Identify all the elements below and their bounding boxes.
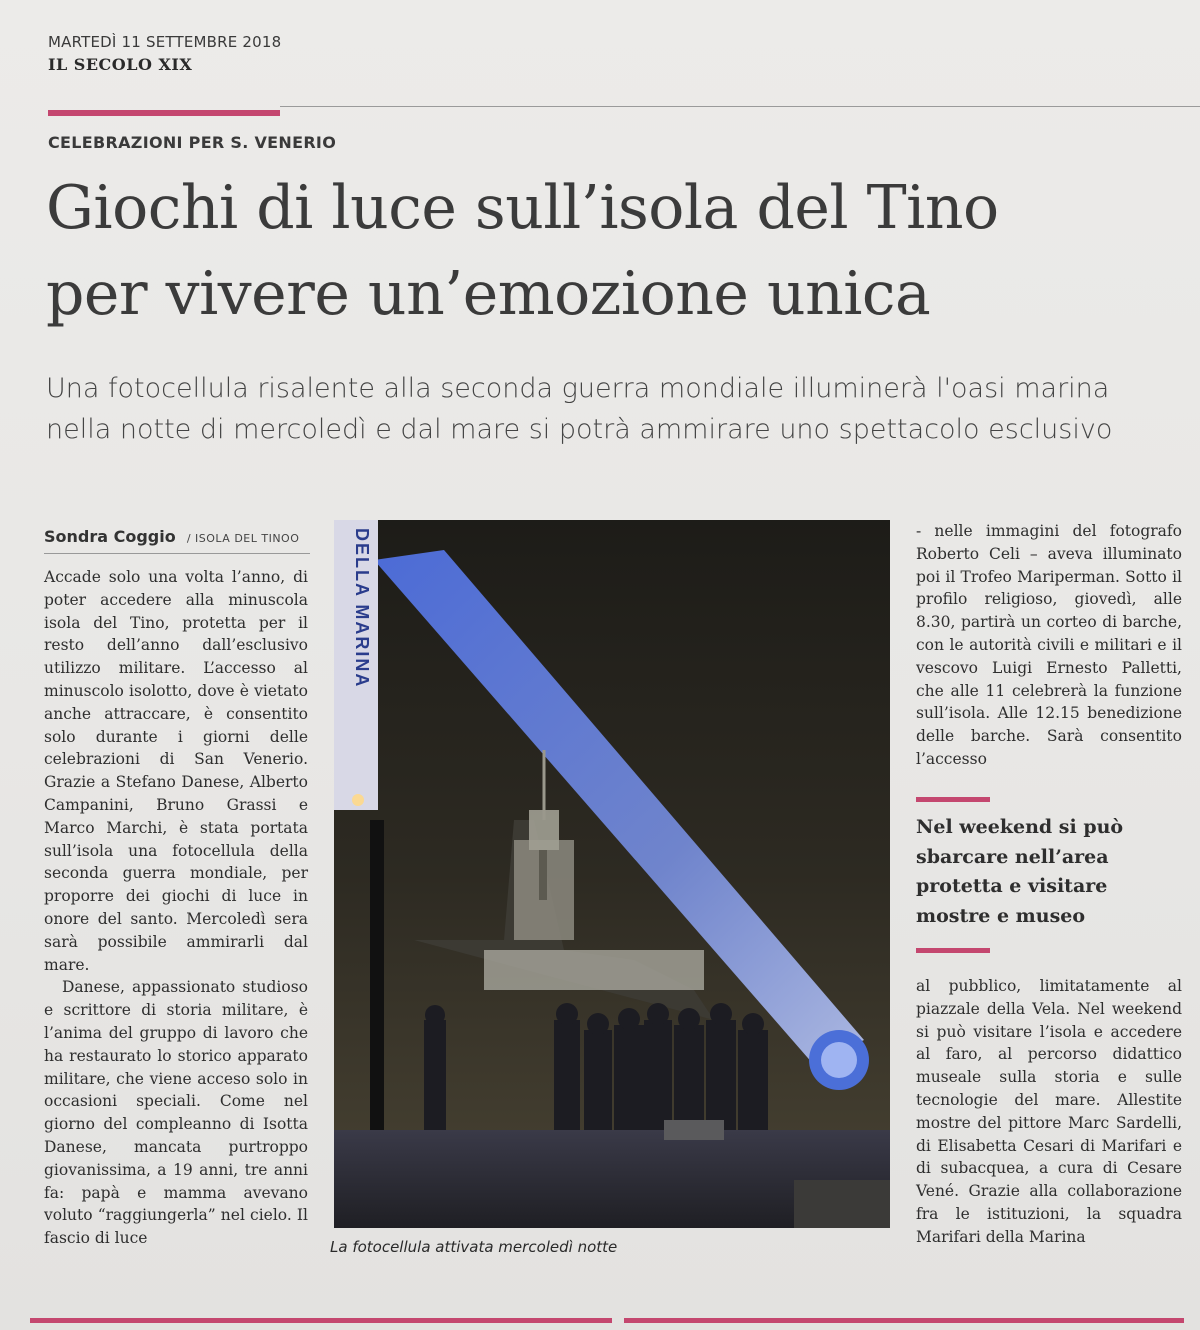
- byline: [44, 527, 299, 546]
- column-1: [44, 566, 308, 1250]
- pullquote: Nel weekend si può sbarcare nell’area protetta e visitare mostre e museo: [916, 816, 1124, 927]
- article-kicker: CELEBRAZIONI PER S. VENERIO: [48, 133, 337, 152]
- photo-caption: La fotocellula attivata mercoledì notte: [330, 1238, 618, 1256]
- subhead-line-1: Una fotocellula risalente alla seconda guerra mondiale illuminerà l'oasi marina: [46, 373, 1110, 404]
- author-name: Sondra Coggio: [44, 527, 176, 546]
- body-paragraph: Accade solo una volta l’anno, di poter accedere alla minuscola isola del Tino, protetta per il resto dell’anno dall’esclusivo utilizzo militare. L’accesso al minuscolo isolotto, dove è vietato anche attraccare, è consentito solo durante i giorni delle celebrazioni di San Venerio. Grazie a Stefano Danese, Alberto Campanini, Bruno Grassi e Marco Marchi, è stata portata sull’isola una fotocellula della seconda guerra mondiale, per proporre dei giochi di luce in onore del santo. Mercoledì sera sarà possibile ammirarli dal mare.: [44, 568, 308, 974]
- body-paragraph: - nelle immagini del fotografo Roberto Celi – aveva illuminato poi il Trofeo Mariperman. Sotto il profilo religioso, giovedì, alle 8.30, partirà un corteo di barche, con le autorità civili e militari e il vescovo Luigi Ernesto Palletti, che alle 11 celebrerà la funzione sull’isola. Alle 12.15 benedizione delle barche. Sarà consentito l’accesso: [916, 522, 1182, 768]
- headline-line-1: Giochi di luce sull’isola del Tino: [46, 173, 999, 243]
- dateline-location: / ISOLA DEL TINOO: [186, 532, 300, 545]
- body-paragraph: Danese, appassionato studioso e scrittore di storia militare, è l’anima del gruppo di lavoro che ha restaurato lo storico apparato militare, che viene acceso solo in occasioni speciali. Come nel giorno del compleanno di Isotta Danese, mancata purtroppo giovanissima, a 19 anni, tre anni fa: papà e mamma avevano voluto “raggiungerla” nel cielo. Il fascio di luce: [44, 978, 308, 1248]
- footer-accent-bar-left: [30, 1318, 612, 1323]
- header-rule: [280, 106, 1200, 107]
- body-paragraph: al pubblico, limitatamente al piazzale della Vela. Nel weekend si può visitare l’isola e accedere al faro, al percorso didattico museale sulla storia e sulle tecnologie del mare. Allestite mostre del pittore Marc Sardelli, di Elisabetta Cesari di Marifari e di subacquea, a cura di Cesare Vené. Grazie alla collaborazione fra le istituzioni, la squadra Marifari della Marina: [916, 977, 1182, 1246]
- searchlight-night-scene: [334, 520, 890, 1228]
- pullquote-top-bar: [916, 797, 990, 802]
- issue-date: MARTEDÌ 11 SETTEMBRE 2018: [48, 33, 282, 51]
- article-headline: [46, 165, 1186, 337]
- pullquote-bottom-bar: [916, 948, 990, 953]
- banner-text: DELLA MARINA: [352, 528, 372, 689]
- newspaper-name: IL SECOLO XIX: [48, 55, 193, 74]
- column-3-top: [916, 520, 1182, 771]
- article-subhead: [46, 368, 1186, 450]
- headline-line-2: per vivere un’emozione unica: [46, 259, 931, 329]
- footer-accent-bar-right: [624, 1318, 1184, 1323]
- byline-rule: [44, 553, 310, 554]
- article-photo: [334, 520, 890, 1228]
- section-accent-bar: [48, 110, 280, 116]
- column-3-bottom: [916, 975, 1182, 1249]
- subhead-line-2: nella notte di mercoledì e dal mare si potrà ammirare uno spettacolo esclusivo: [46, 414, 1113, 445]
